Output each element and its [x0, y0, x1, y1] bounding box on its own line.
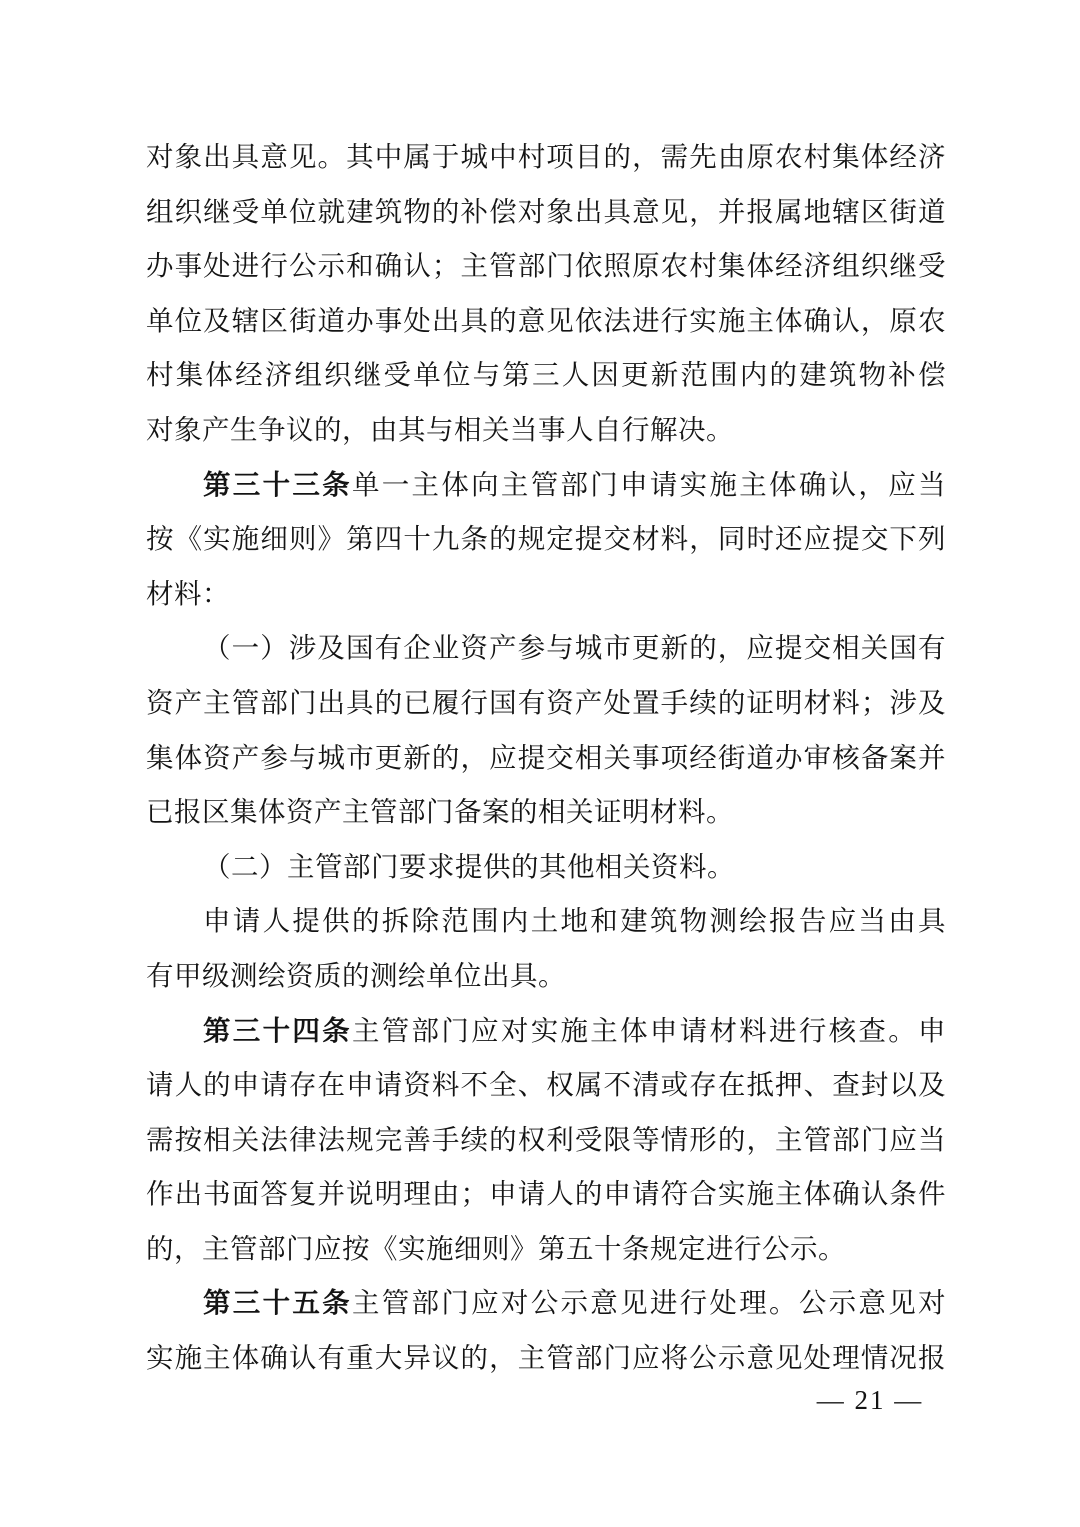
text-line: （二）主管部门要求提供的其他相关资料。 [203, 850, 735, 883]
paragraph-survey-report [146, 894, 946, 1003]
article-text: 单一主体向主管部门申请实施主体确认，应当 [351, 468, 947, 501]
text-line: 对象产生争议的，由其与相关当事人自行解决。 [146, 413, 734, 446]
text-line: 实施主体确认有重大异议的，主管部门应将公示意见处理情况报 [146, 1342, 946, 1375]
text-line: 的，主管部门应按《实施细则》第五十条规定进行公示。 [146, 1232, 846, 1265]
text-line: 组织继受单位就建筑物的补偿对象出具意见，并报属地辖区街道 [146, 195, 946, 228]
text-line: 请人的申请存在申请资料不全、权属不清或存在抵押、查封以及 [146, 1069, 946, 1102]
article-heading: 第三十五条 [203, 1287, 352, 1320]
article-text: 主管部门应对实施主体申请材料进行核查。申 [351, 1014, 947, 1047]
text-line [146, 1276, 946, 1331]
text-line: 需按相关法律法规完善手续的权利受限等情形的，主管部门应当 [146, 1123, 946, 1156]
text-line: 单位及辖区街道办事处出具的意见依法进行实施主体确认，原农 [146, 304, 946, 337]
text-line: 按《实施细则》第四十九条的规定提交材料，同时还应提交下列 [146, 523, 946, 556]
text-line: 申请人提供的拆除范围内土地和建筑物测绘报告应当由具 [203, 905, 946, 938]
article-34 [146, 1004, 946, 1277]
text-line: 集体资产参与城市更新的，应提交相关事项经街道办审核备案并 [146, 741, 946, 774]
text-line: 村集体经济组织继受单位与第三人因更新范围内的建筑物补偿 [146, 359, 946, 392]
text-line [146, 458, 946, 513]
text-line: （一）涉及国有企业资产参与城市更新的，应提交相关国有 [203, 632, 946, 665]
list-item-1 [146, 621, 946, 839]
text-line: 已报区集体资产主管部门备案的相关证明材料。 [146, 796, 734, 829]
text-line: 材料： [146, 577, 230, 610]
document-body [146, 130, 946, 1386]
text-line: 有甲级测绘资质的测绘单位出具。 [146, 959, 566, 992]
page-number: — 21 — [816, 1385, 924, 1415]
list-item-2 [146, 840, 946, 895]
text-line: 资产主管部门出具的已履行国有资产处置手续的证明材料；涉及 [146, 686, 946, 719]
article-33 [146, 458, 946, 622]
paragraph-continuation [146, 130, 946, 458]
article-heading: 第三十四条 [203, 1014, 352, 1047]
text-line: 对象出具意见。其中属于城中村项目的，需先由原农村集体经济 [146, 141, 946, 173]
article-text: 主管部门应对公示意见进行处理。公示意见对 [351, 1287, 947, 1320]
text-line: 办事处进行公示和确认；主管部门依照原农村集体经济组织继受 [146, 250, 946, 283]
article-heading: 第三十三条 [203, 468, 352, 501]
text-line [146, 1004, 946, 1059]
article-35 [146, 1276, 946, 1385]
text-line: 作出书面答复并说明理由；申请人的申请符合实施主体确认条件 [146, 1178, 946, 1211]
